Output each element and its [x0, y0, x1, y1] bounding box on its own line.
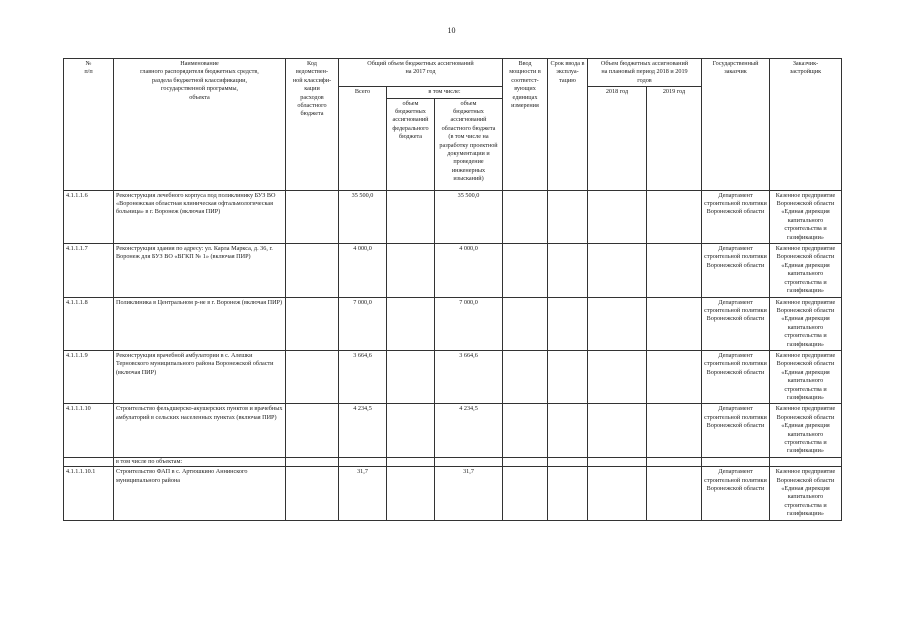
header-code: Код ведомствен- ной классифи- кации расходов областного бюджета	[286, 59, 339, 191]
cell-name: Строительство ФАП в с. Артюшкино Аннинского муниципального района	[114, 467, 286, 520]
cell-name: Строительство фельдшерско-акушерских пунктов и врачебных амбулаторий в сельских населенных пунктах (включая ПИР)	[114, 404, 286, 457]
cell-capacity	[503, 190, 548, 243]
cell-commission	[548, 190, 588, 243]
cell-commission	[548, 244, 588, 297]
table-header	[64, 59, 842, 191]
cell-2019	[647, 467, 702, 520]
empty-cell	[647, 457, 702, 466]
cell-num: 4.1.1.1.8	[64, 297, 114, 350]
cell-commission	[548, 467, 588, 520]
cell-total: 4 234,5	[339, 404, 387, 457]
cell-capacity	[503, 467, 548, 520]
cell-customer: Департамент строительной политики Воронежской области	[702, 244, 770, 297]
table-row	[64, 350, 842, 403]
cell-num: 4.1.1.1.9	[64, 350, 114, 403]
cell-developer: Казенное предприятие Воронежской области «Единая дирекция капитального строительства и газификации»	[770, 244, 842, 297]
cell-code	[286, 297, 339, 350]
empty-cell	[64, 457, 114, 466]
cell-commission	[548, 404, 588, 457]
empty-cell	[548, 457, 588, 466]
cell-name: Поликлиника в Центральном р-не в г. Воронеж (включая ПИР)	[114, 297, 286, 350]
cell-capacity	[503, 297, 548, 350]
empty-cell	[286, 457, 339, 466]
header-regional: объем бюджетных ассигнований областного бюджета (в том числе на разработку проектной документации и проведение инженерных изысканий)	[435, 98, 503, 190]
cell-2019	[647, 190, 702, 243]
table-row	[64, 244, 842, 297]
cell-code	[286, 467, 339, 520]
cell-regional: 4 234,5	[435, 404, 503, 457]
cell-code	[286, 404, 339, 457]
cell-capacity	[503, 350, 548, 403]
header-total-allocation: Общий объем бюджетных ассигнований на 2017 год	[339, 59, 503, 87]
cell-2018	[588, 350, 647, 403]
cell-total: 4 000,0	[339, 244, 387, 297]
cell-num: 4.1.1.1.7	[64, 244, 114, 297]
header-commission-date: Срок ввода в эксплуа- тацию	[548, 59, 588, 191]
header-total: Всего	[339, 87, 387, 190]
cell-customer: Департамент строительной политики Воронежской области	[702, 190, 770, 243]
cell-federal	[387, 190, 435, 243]
budget-table	[63, 58, 842, 521]
cell-name: Реконструкция лечебного корпуса под поликлинику БУЗ ВО «Воронежская областная клиническая офтальмологическая больница» в г. Воронеж (включая ПИР)	[114, 190, 286, 243]
cell-name: Реконструкция здания по адресу: ул. Карла Маркса, д. 36, г. Воронеж для БУЗ ВО «ВГКП № 1» (включая ПИР)	[114, 244, 286, 297]
cell-2019	[647, 244, 702, 297]
table-subheader-row	[64, 457, 842, 466]
empty-cell	[387, 457, 435, 466]
table-row	[64, 190, 842, 243]
header-developer: Заказчик- застройщик	[770, 59, 842, 191]
cell-2018	[588, 467, 647, 520]
table-body	[64, 190, 842, 520]
cell-total: 7 000,0	[339, 297, 387, 350]
header-including: в том числе:	[387, 87, 503, 98]
cell-developer: Казенное предприятие Воронежской области «Единая дирекция капитального строительства и газификации»	[770, 404, 842, 457]
empty-cell	[339, 457, 387, 466]
cell-capacity	[503, 404, 548, 457]
header-federal: объем бюджетных ассигнований федерального бюджета	[387, 98, 435, 190]
cell-customer: Департамент строительной политики Воронежской области	[702, 404, 770, 457]
cell-federal	[387, 404, 435, 457]
cell-2019	[647, 350, 702, 403]
cell-developer: Казенное предприятие Воронежской области «Единая дирекция капитального строительства и газификации»	[770, 297, 842, 350]
cell-code	[286, 190, 339, 243]
header-2018: 2018 год	[588, 87, 647, 190]
cell-num: 4.1.1.1.6	[64, 190, 114, 243]
empty-cell	[503, 457, 548, 466]
cell-federal	[387, 244, 435, 297]
page-number: 10	[447, 26, 456, 35]
cell-2018	[588, 404, 647, 457]
header-planned-period: Объем бюджетных ассигнований на плановый период 2018 и 2019 годов	[588, 59, 702, 87]
cell-commission	[548, 297, 588, 350]
cell-code	[286, 244, 339, 297]
cell-num: 4.1.1.1.10.1	[64, 467, 114, 520]
cell-regional: 4 000,0	[435, 244, 503, 297]
cell-name: Реконструкция врачебной амбулатории в с. Алешки Терновского муниципального района Воронежской области (включая ПИР)	[114, 350, 286, 403]
cell-customer: Департамент строительной политики Воронежской области	[702, 297, 770, 350]
table-row	[64, 404, 842, 457]
empty-cell	[435, 457, 503, 466]
cell-developer: Казенное предприятие Воронежской области «Единая дирекция капитального строительства и газификации»	[770, 467, 842, 520]
cell-num: 4.1.1.1.10	[64, 404, 114, 457]
header-customer: Государственный заказчик	[702, 59, 770, 191]
cell-developer: Казенное предприятие Воронежской области «Единая дирекция капитального строительства и газификации»	[770, 190, 842, 243]
cell-regional: 7 000,0	[435, 297, 503, 350]
empty-cell	[702, 457, 770, 466]
empty-cell	[588, 457, 647, 466]
table-row	[64, 467, 842, 520]
cell-customer: Департамент строительной политики Воронежской области	[702, 467, 770, 520]
cell-2018	[588, 297, 647, 350]
header-2019: 2019 год	[647, 87, 702, 190]
cell-regional: 3 664,6	[435, 350, 503, 403]
cell-customer: Департамент строительной политики Воронежской области	[702, 350, 770, 403]
cell-federal	[387, 467, 435, 520]
cell-total: 35 500,0	[339, 190, 387, 243]
cell-federal	[387, 297, 435, 350]
cell-federal	[387, 350, 435, 403]
subheader-label: в том числе по объектам:	[114, 457, 286, 466]
cell-total: 3 664,6	[339, 350, 387, 403]
cell-total: 31,7	[339, 467, 387, 520]
cell-regional: 35 500,0	[435, 190, 503, 243]
cell-regional: 31,7	[435, 467, 503, 520]
cell-2018	[588, 244, 647, 297]
cell-capacity	[503, 244, 548, 297]
header-capacity: Ввод мощности в соответст- вующих единицах измерения	[503, 59, 548, 191]
empty-cell	[770, 457, 842, 466]
table-row	[64, 297, 842, 350]
cell-2019	[647, 404, 702, 457]
cell-code	[286, 350, 339, 403]
header-num: № п/п	[64, 59, 114, 191]
cell-2018	[588, 190, 647, 243]
cell-commission	[548, 350, 588, 403]
cell-developer: Казенное предприятие Воронежской области «Единая дирекция капитального строительства и газификации»	[770, 350, 842, 403]
cell-2019	[647, 297, 702, 350]
header-name: Наименование главного распорядителя бюджетных средств, раздела бюджетной классификации, государственной программы, объекта	[114, 59, 286, 191]
